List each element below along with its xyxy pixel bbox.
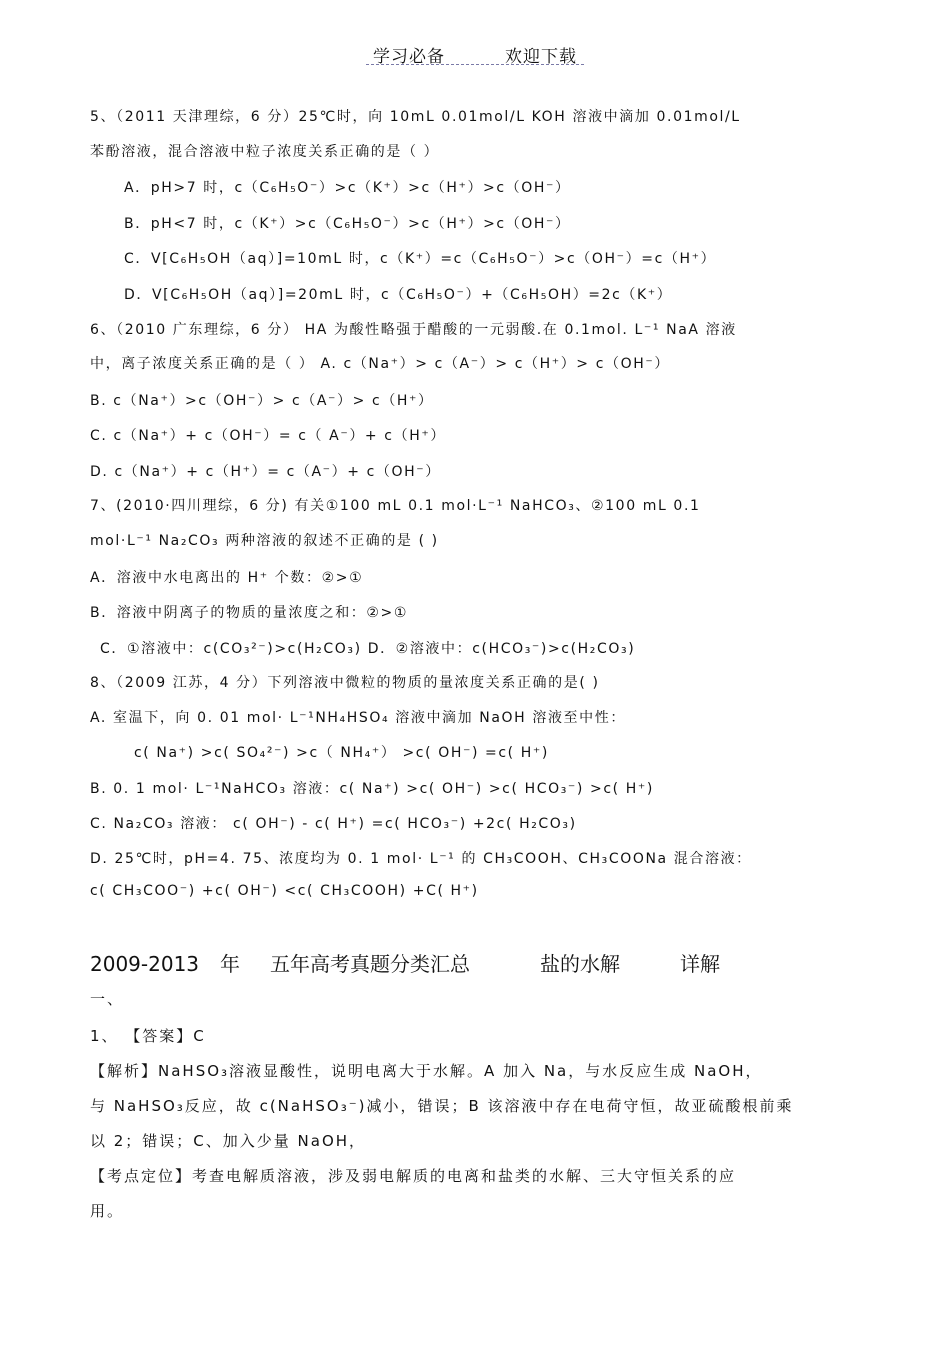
- answer-section-numeral: 一、: [90, 990, 125, 1008]
- title-collection: 五年高考真题分类汇总: [270, 952, 470, 976]
- q7-option-b: B．溶液中阴离子的物质的量浓度之和：②>①: [90, 605, 409, 621]
- answer-kaodian-line2: 用。: [90, 1202, 125, 1220]
- q6-line2: 中，离子浓度关系正确的是（ ） A. c（Na⁺）> c（A⁻）> c（H⁺）> c（OH⁻）: [90, 356, 670, 372]
- q5-option-c: C．V[C₆H₅OH（aq）]=10mL 时，c（K⁺）=c（C₆H₅O⁻）>c（OH⁻）=c（H⁺）: [124, 251, 717, 267]
- q7-option-a: A．溶液中水电离出的 H⁺ 个数：②>①: [90, 570, 364, 586]
- q7-line2: mol·L⁻¹ Na₂CO₃ 两种溶液的叙述不正确的是 ( ): [90, 533, 439, 549]
- answer-analysis-line1: 【解析】NaHSO₃溶液显酸性，说明电离大于水解。A 加入 Na，与水反应生成 NaOH，: [90, 1062, 763, 1080]
- answer-1-label: 1、 【答案】C: [90, 1027, 206, 1045]
- q8-option-d: D. 25℃时，pH=4. 75、浓度均为 0. 1 mol· L⁻¹ 的 CH₃COOH、CH₃COONa 混合溶液：: [90, 851, 752, 867]
- q8-option-c: C. Na₂CO₃ 溶液： c( OH⁻) - c( H⁺) =c( HCO₃⁻) +2c( H₂CO₃): [90, 816, 577, 832]
- section-title: [90, 948, 720, 977]
- header-right: 欢迎下载: [505, 47, 577, 67]
- header-left: 学习必备: [373, 47, 445, 67]
- q8-line1: 8、（2009 江苏，4 分）下列溶液中微粒的物质的量浓度关系正确的是( ): [90, 675, 600, 691]
- answer-kaodian-line1: 【考点定位】考查电解质溶液，涉及弱电解质的电离和盐类的水解、三大守恒关系的应: [90, 1167, 737, 1185]
- q6-option-b: B. c（Na⁺）>c（OH⁻）> c（A⁻）> c（H⁺）: [90, 393, 434, 409]
- q7-line1: 7、(2010·四川理综，6 分) 有关①100 mL 0.1 mol·L⁻¹ NaHCO₃、②100 mL 0.1: [90, 498, 701, 514]
- q8-option-b: B. 0. 1 mol· L⁻¹NaHCO₃ 溶液：c( Na⁺) >c( OH⁻) >c( HCO₃⁻) >c( H⁺): [90, 781, 654, 797]
- q8-option-a: A. 室温下，向 0. 01 mol· L⁻¹NH₄HSO₄ 溶液中滴加 NaOH 溶液至中性：: [90, 710, 626, 726]
- q5-option-a: A．pH>7 时，c（C₆H₅O⁻）>c（K⁺）>c（H⁺）>c（OH⁻）: [124, 180, 571, 196]
- answer-analysis-line3: 以 2；错误；C、加入少量 NaOH，: [90, 1132, 367, 1150]
- title-detail: 详解: [680, 952, 720, 976]
- title-topic: 盐的水解: [540, 952, 620, 976]
- q5-option-b: B．pH<7 时，c（K⁺）>c（C₆H₅O⁻）>c（H⁺）>c（OH⁻）: [124, 216, 571, 232]
- q6-option-c: C. c（Na⁺）+ c（OH⁻）= c（ A⁻）+ c（H⁺）: [90, 428, 446, 444]
- header-rule: [366, 64, 584, 65]
- answer-analysis-line2: 与 NaHSO₃反应，故 c(NaHSO₃⁻)减小，错误；B 该溶液中存在电荷守恒，故亚硫酸根前乘: [90, 1097, 794, 1115]
- q6-line1: 6、（2010 广东理综，6 分） HA 为酸性略强于醋酸的一元弱酸.在 0.1mol. L⁻¹ NaA 溶液: [90, 322, 737, 338]
- title-nian: 年: [220, 952, 240, 976]
- q6-option-d: D. c（Na⁺）+ c（H⁺）= c（A⁻）+ c（OH⁻）: [90, 464, 441, 480]
- q5-option-d: D．V[C₆H₅OH（aq）]=20mL 时，c（C₆H₅O⁻）+（C₆H₅OH）=2c（K⁺）: [124, 287, 673, 303]
- title-years: 2009-2013: [90, 952, 200, 976]
- q8-option-d-formula: c( CH₃COO⁻) +c( OH⁻) <c( CH₃COOH) +C( H⁺): [90, 883, 479, 899]
- q5-line1: 5、（2011 天津理综，6 分）25℃时，向 10mL 0.01mol/L KOH 溶液中滴加 0.01mol/L: [90, 109, 741, 125]
- q5-line2: 苯酚溶液，混合溶液中粒子浓度关系正确的是（ ）: [90, 144, 440, 160]
- q8-option-a-formula: c( Na⁺) >c( SO₄²⁻) >c（ NH₄⁺） >c( OH⁻) =c( H⁺): [134, 745, 549, 761]
- q7-option-cd: C．①溶液中：c(CO₃²⁻)>c(H₂CO₃) D．②溶液中：c(HCO₃⁻)>c(H₂CO₃): [100, 641, 636, 657]
